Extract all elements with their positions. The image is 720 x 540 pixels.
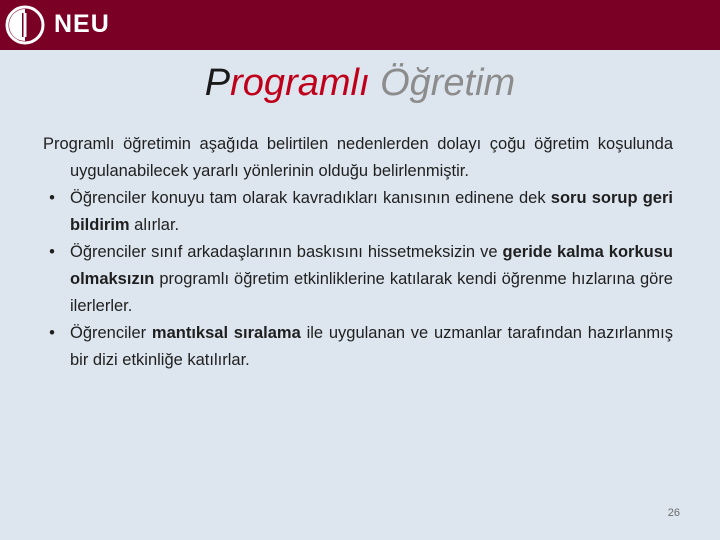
bullet-1-text: Öğrenciler konuyu tam olarak kavradıkları kanısının edinene dek [70,189,551,207]
bullet-marker: • [49,189,55,207]
page-number: 26 [667,507,680,519]
title-grey-part: Öğretim [380,62,516,104]
bullet-2-text: Öğrenciler sınıf arkadaşlarının baskısını hissetmeksizin ve [70,243,503,261]
header-bar [0,0,720,50]
bullet-3-bold: mantıksal sıralama [151,324,301,342]
slide-title [0,60,720,106]
bullet-item-2 [43,239,673,320]
bullet-1-text-end: alırlar. [129,216,180,234]
slide-body [43,131,673,374]
bullet-list [43,185,673,374]
bullet-1-bold: soru sorup geri bildirim [70,189,673,234]
bullet-2-text-end: programlı öğretim etkinliklerine katılarak kendi öğrenme hızlarına göre ilerlerler. [70,270,673,315]
university-logo-icon [5,5,45,45]
bullet-marker: • [49,243,55,261]
bullet-item-1 [43,185,673,239]
title-red-part: rogramlı [230,62,370,104]
intro-paragraph: Programlı öğretimin aşağıda belirtilen nedenlerden dolayı çoğu öğretim koşulunda uygulanabilecek yararlı yönlerinin olduğu belirlenmiştir. [43,135,673,180]
bullet-marker: • [49,324,55,342]
bullet-3-text-end: ile uygulanan ve uzmanlar tarafından hazırlanmış bir dizi etkinliğe katılırlar. [70,324,674,369]
title-first-letter: P [204,62,231,104]
bullet-item-3 [43,320,673,374]
logo-text: NEU [54,10,110,38]
bullet-3-text: Öğrenciler [70,324,152,342]
bullet-2-bold: geride kalma korkusu olmaksızın [70,243,673,288]
